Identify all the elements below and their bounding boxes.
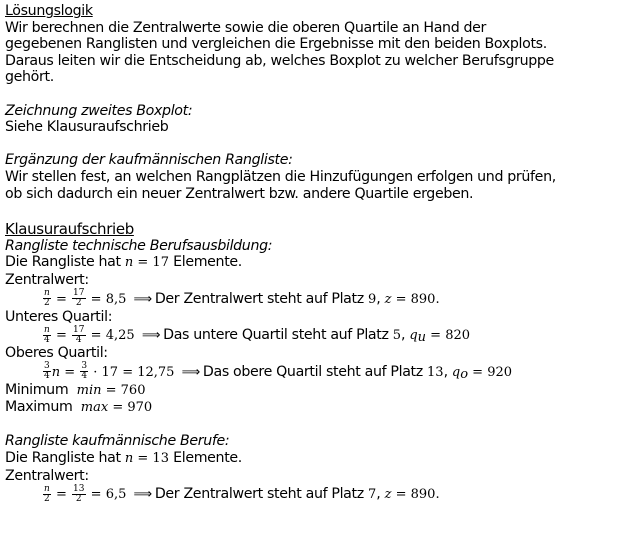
paragraph-line: Wir berechnen die Zentralwerte sowie die oberen Quartile an Hand der [5, 19, 487, 36]
denominator: 2 [44, 298, 50, 308]
fraction [43, 362, 51, 381]
math-subscript: o [460, 366, 469, 382]
fraction [43, 485, 51, 504]
math-value: = 8,5 [90, 291, 127, 307]
math-value: = 4,25 [90, 328, 135, 344]
text: Elemente. [168, 254, 242, 271]
paragraph-line: Wir stellen fest, an welchen Rangplätzen die Hinzufügungen erfolgen und prüfen, [5, 168, 556, 185]
equals: = [55, 328, 67, 344]
spacer [5, 202, 618, 221]
math-var: n [51, 364, 61, 380]
fraction [72, 485, 85, 504]
math-value: = 760 [101, 382, 146, 398]
numerator: n [44, 324, 50, 335]
formula-oberes-quartil [5, 362, 618, 382]
math-var: q [409, 328, 418, 344]
numerator: 3 [44, 361, 50, 372]
heading-zeichnung: Zeichnung zweites Boxplot: [5, 102, 193, 119]
text: Elemente. [168, 450, 242, 467]
spacer [5, 86, 618, 103]
equals: = [64, 364, 76, 380]
math-value: = 6,5 [90, 487, 127, 503]
math-value: = 970 [108, 400, 153, 416]
text: , [401, 327, 410, 344]
numerator: 3 [81, 361, 88, 372]
formula-zentralwert-kaufmaennisch [5, 484, 618, 504]
formula-zentralwert-technisch [5, 289, 618, 309]
text: , [376, 290, 385, 307]
n-statement-technisch [5, 254, 618, 272]
implies-icon: ⟹ [141, 328, 161, 344]
math-value: 13 [427, 364, 444, 380]
implies-icon: ⟹ [133, 291, 152, 307]
denominator: 2 [44, 493, 50, 504]
math-value: 7 [368, 487, 377, 503]
denominator: 4 [81, 371, 88, 382]
paragraph-line: gehört. [5, 69, 54, 86]
spacer [5, 417, 618, 434]
label-zentralwert: Zentralwert: [5, 467, 89, 484]
denominator: 2 [75, 298, 82, 308]
numerator: 13 [73, 483, 85, 494]
paragraph-line: Siehe Klausuraufschrieb [5, 119, 169, 136]
math-var: n [124, 451, 134, 467]
label-unteres-quartil: Unteres Quartil: [5, 308, 113, 325]
fraction [72, 289, 85, 308]
math-value: = 13 [133, 451, 169, 467]
math-var: q [451, 364, 461, 380]
equals: = [55, 291, 67, 307]
minimum-line [5, 382, 618, 400]
text: Die Rangliste hat [5, 254, 125, 271]
denominator: 4 [44, 371, 50, 382]
text: Der Zentralwert steht auf Platz [154, 290, 368, 307]
text: Das untere Quartil steht auf Platz [163, 327, 393, 344]
fraction [72, 326, 85, 345]
numerator: 17 [73, 288, 85, 298]
numerator: n [44, 483, 50, 494]
spacer [5, 136, 618, 153]
math-value: 5 [392, 328, 402, 344]
text: , [443, 363, 452, 380]
fraction [43, 289, 51, 308]
heading-kaufmaennisch: Rangliste kaufmännische Berufe: [5, 433, 230, 450]
math-var: z [384, 487, 392, 503]
implies-icon: ⟹ [133, 487, 152, 503]
fraction [43, 326, 51, 345]
label-minimum: Minimum [5, 381, 69, 398]
math-value: = 890. [391, 291, 440, 307]
text: Der Zentralwert steht auf Platz [154, 486, 368, 503]
text: , [376, 486, 385, 503]
heading-technisch: Rangliste technische Berufsausbildung: [5, 237, 273, 254]
text: Das obere Quartil steht auf Platz [202, 363, 428, 380]
math-value: 9 [368, 291, 377, 307]
label-maximum: Maximum [5, 399, 73, 416]
math-var: z [384, 291, 392, 307]
numerator: 17 [73, 324, 85, 335]
heading-ergaenzung: Ergänzung der kaufmännischen Rangliste: [5, 152, 293, 169]
label-zentralwert: Zentralwert: [5, 271, 89, 288]
paragraph-line: Daraus leiten wir die Entscheidung ab, welches Boxplot zu welcher Berufsgruppe [5, 52, 554, 69]
equals: = [55, 487, 67, 503]
label-oberes-quartil: Oberes Quartil: [5, 345, 108, 362]
math-value: = 820 [426, 328, 471, 344]
heading-klausuraufschrieb: Klausuraufschrieb [5, 220, 134, 239]
paragraph-line: ob sich dadurch ein neuer Zentralwert bzw. andere Quartile ergeben. [5, 185, 474, 202]
math-var: n [124, 255, 134, 271]
denominator: 4 [75, 334, 82, 345]
fraction [80, 362, 88, 381]
paragraph-line: gegebenen Ranglisten und vergleichen die Ergebnisse mit den beiden Boxplots. [5, 36, 547, 53]
math-var: max [80, 400, 109, 416]
math-var: min [76, 382, 102, 398]
denominator: 4 [44, 334, 50, 345]
math-value: = 920 [468, 364, 513, 380]
math-value: = 890. [391, 487, 440, 503]
formula-unteres-quartil [5, 325, 618, 345]
math-value: · 17 = 12,75 [93, 364, 175, 380]
denominator: 2 [75, 493, 82, 504]
heading-loesungslogik: Lösungslogik [5, 3, 93, 19]
text: Die Rangliste hat [5, 450, 125, 467]
numerator: n [44, 288, 50, 298]
n-statement-kaufmaennisch [5, 450, 618, 468]
implies-icon: ⟹ [181, 364, 200, 380]
math-value: = 17 [133, 255, 169, 271]
math-subscript: u [417, 330, 427, 346]
maximum-line [5, 399, 618, 417]
